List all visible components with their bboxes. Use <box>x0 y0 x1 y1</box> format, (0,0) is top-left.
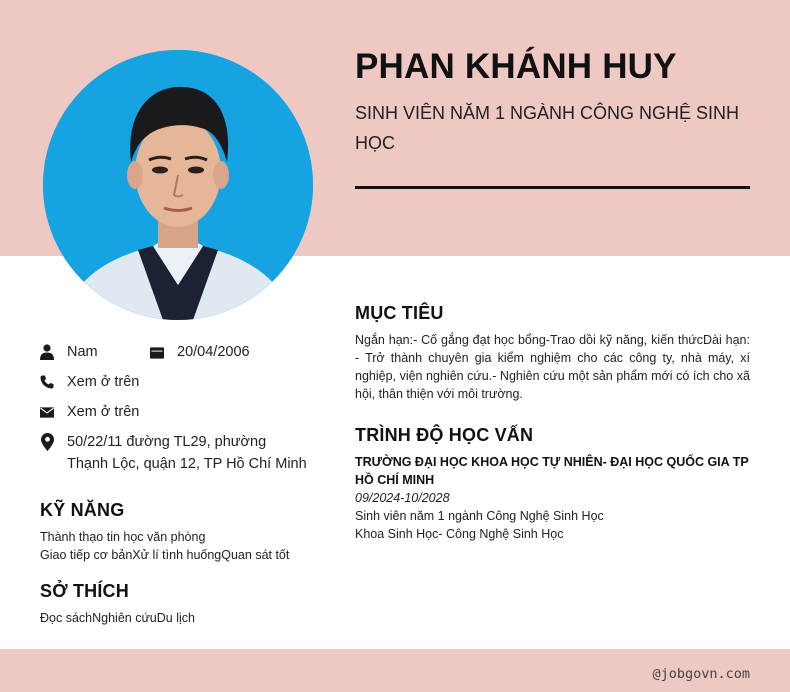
phone-value: Xem ở trên <box>67 374 140 390</box>
objective-text: Ngắn hạn:- Cố gắng đạt học bổng-Trao dồi kỹ năng, kiến thứcDài hạn: - Trở thành chuyên gia kiểm nghiệm cho các công ty, nhà máy, xí nghiệp, viện nghiên cứu.- Nghiên cứu một sản phẩm mới có ích cho xã hội, thân thiện với môi trường. <box>355 333 750 401</box>
hobbies-title: SỞ THÍCH <box>40 581 129 601</box>
dob-value: 20/04/2006 <box>177 344 250 360</box>
education-detail: Sinh viên năm 1 ngành Công Nghệ Sinh Học <box>355 509 604 523</box>
header-divider <box>355 186 750 189</box>
email-row <box>40 401 139 423</box>
candidate-name: PHAN KHÁNH HUY <box>355 47 677 86</box>
person-icon <box>40 341 54 363</box>
envelope-icon <box>40 401 54 423</box>
candidate-headline: SINH VIÊN NĂM 1 NGÀNH CÔNG NGHỆ SINH HỌC <box>355 103 740 153</box>
footer-watermark: @jobgovn.com <box>652 666 750 682</box>
gender-value: Nam <box>67 344 98 360</box>
education-title: TRÌNH ĐỘ HỌC VẤN <box>355 425 534 445</box>
calendar-icon <box>150 341 164 363</box>
education-school: TRƯỜNG ĐẠI HỌC KHOA HỌC TỰ NHIÊN- ĐẠI HỌC QUỐC GIA TP HỒ CHÍ MINH <box>355 455 749 487</box>
education-period: 09/2024-10/2028 <box>355 491 450 505</box>
education-detail: Khoa Sinh Học- Công Nghệ Sinh Học <box>355 527 564 541</box>
dob-row <box>150 341 250 363</box>
address-value <box>67 431 307 475</box>
phone-icon <box>40 371 54 393</box>
email-value: Xem ở trên <box>67 404 140 420</box>
address-row <box>40 431 307 475</box>
objective-title: MỤC TIÊU <box>355 303 444 323</box>
phone-row <box>40 371 139 393</box>
skill-item: Thành thạo tin học văn phòng <box>40 530 206 544</box>
map-pin-icon <box>40 431 54 453</box>
address-line-2: Thạnh Lộc, quận 12, TP Hồ Chí Minh <box>67 456 307 472</box>
gender-row <box>40 341 98 363</box>
address-line-1: 50/22/11 đường TL29, phường <box>67 434 267 450</box>
hobbies-text: Đọc sáchNghiên cứuDu lịch <box>40 611 195 625</box>
profile-photo <box>43 50 313 320</box>
skills-title: KỸ NĂNG <box>40 500 125 520</box>
skill-item: Giao tiếp cơ bảnXử lí tình huốngQuan sát tốt <box>40 548 290 562</box>
